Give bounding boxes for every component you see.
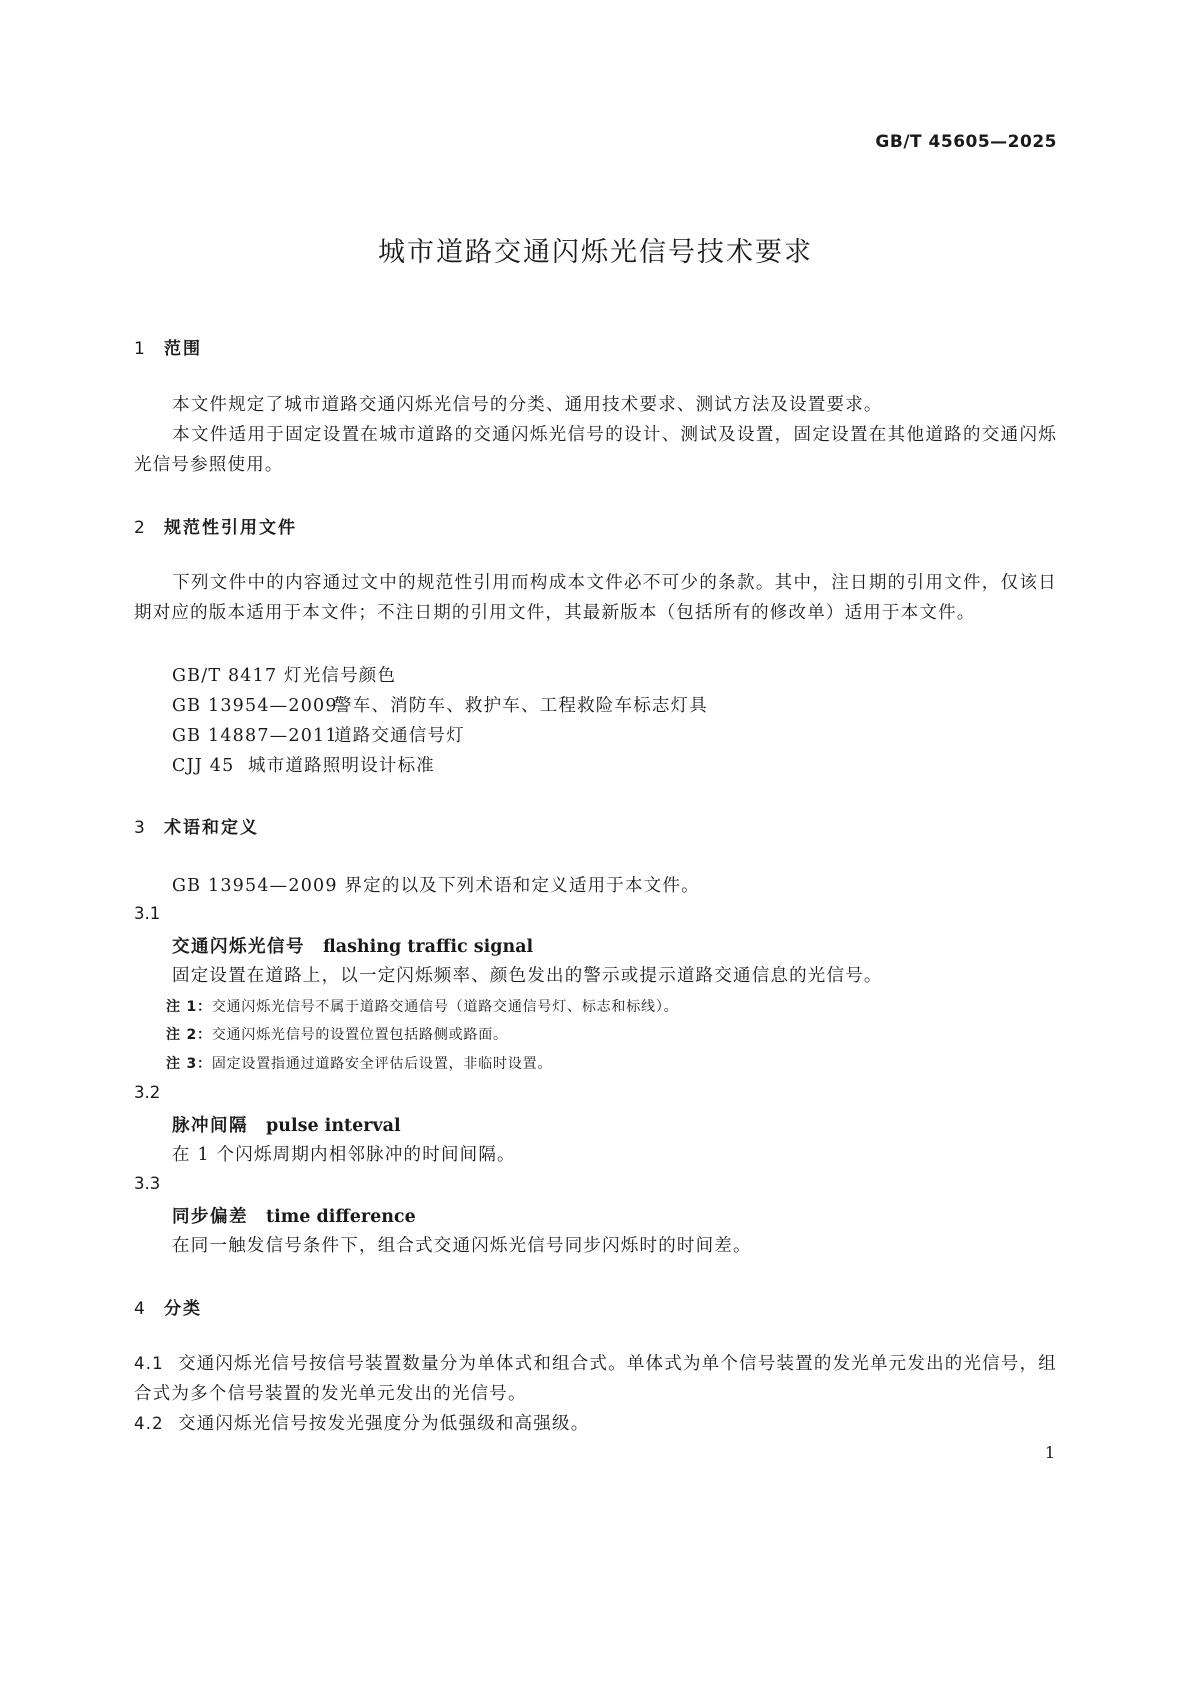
paragraph-text: 本文件适用于固定设置在城市道路的交通闪烁光信号的设计、测试及设置，固定设置在其他道路的交通闪烁光信号参照使用。 bbox=[134, 425, 1057, 475]
section-heading-normative-references bbox=[134, 513, 297, 538]
term-definition: 在 1 个闪烁周期内相邻脉冲的时间间隔。 bbox=[172, 1145, 516, 1165]
clause-paragraph bbox=[134, 1349, 1057, 1409]
term-entry bbox=[172, 1203, 416, 1228]
paragraph-text: 本文件规定了城市道路交通闪烁光信号的分类、通用技术要求、测试方法及设置要求。 bbox=[172, 395, 883, 415]
paragraph bbox=[134, 568, 1057, 628]
terms-intro: GB 13954—2009 界定的以及下列术语和定义适用于本文件。 bbox=[172, 876, 700, 896]
reference-name: 城市道路照明设计标准 bbox=[248, 756, 435, 776]
paragraph bbox=[134, 420, 1057, 480]
standard-number: GB/T 45605—2025 bbox=[875, 132, 1057, 152]
term-entry bbox=[172, 1112, 401, 1137]
reference-name: 灯光信号颜色 bbox=[284, 666, 397, 686]
reference-name: 道路交通信号灯 bbox=[334, 726, 465, 746]
reference-code: CJJ 45 bbox=[172, 756, 235, 776]
section-heading-classification bbox=[134, 1294, 202, 1319]
clause-number: 3.3 bbox=[134, 1174, 161, 1193]
term-zh: 同步偏差 bbox=[172, 1207, 248, 1227]
section-heading-scope bbox=[134, 334, 202, 359]
clause-text: 交通闪烁光信号按信号装置数量分为单体式和组合式。单体式为单个信号装置的发光单元发出的光信号，组合式为多个信号装置的发光单元发出的光信号。 bbox=[134, 1354, 1057, 1404]
section-number: 4 bbox=[134, 1299, 145, 1319]
section-title: 范围 bbox=[164, 339, 202, 359]
note-label: 注 1： bbox=[166, 999, 212, 1015]
paragraph bbox=[134, 390, 1057, 420]
page-number: 1 bbox=[1044, 1443, 1055, 1462]
term-zh: 交通闪烁光信号 bbox=[172, 937, 305, 957]
section-title: 分类 bbox=[164, 1299, 202, 1319]
note bbox=[166, 996, 678, 1016]
section-number: 3 bbox=[134, 818, 145, 838]
reference-item bbox=[172, 662, 396, 687]
section-title: 规范性引用文件 bbox=[164, 518, 297, 538]
reference-item bbox=[172, 722, 465, 747]
reference-code: GB 13954—2009 bbox=[172, 696, 338, 716]
term-en: time difference bbox=[266, 1207, 416, 1227]
clause-number: 4.1 bbox=[134, 1354, 164, 1373]
reference-item bbox=[172, 752, 435, 777]
term-en: flashing traffic signal bbox=[323, 937, 534, 957]
term-definition: 固定设置在道路上，以一定闪烁频率、颜色发出的警示或提示道路交通信息的光信号。 bbox=[172, 966, 883, 986]
note bbox=[166, 1024, 508, 1044]
note-text: 交通闪烁光信号不属于道路交通信号（道路交通信号灯、标志和标线）。 bbox=[211, 999, 679, 1015]
clause-text: 交通闪烁光信号按发光强度分为低强级和高强级。 bbox=[178, 1414, 590, 1434]
reference-code: GB/T 8417 bbox=[172, 666, 278, 686]
term-zh: 脉冲间隔 bbox=[172, 1116, 248, 1136]
document-title: 城市道路交通闪烁光信号技术要求 bbox=[378, 237, 813, 268]
note-text: 固定设置指通过道路安全评估后设置，非临时设置。 bbox=[211, 1056, 553, 1072]
clause-number: 3.1 bbox=[134, 904, 161, 923]
section-heading-terms-and-definitions bbox=[134, 813, 259, 838]
section-number: 2 bbox=[134, 518, 145, 538]
clause-paragraph bbox=[134, 1409, 1057, 1439]
term-definition: 在同一触发信号条件下，组合式交通闪烁光信号同步闪烁时的时间差。 bbox=[172, 1236, 752, 1256]
term-entry bbox=[172, 933, 533, 958]
section-number: 1 bbox=[134, 339, 145, 359]
clause-number: 4.2 bbox=[134, 1414, 164, 1433]
note-label: 注 2： bbox=[166, 1027, 212, 1043]
reference-item bbox=[172, 692, 708, 717]
reference-name: 警车、消防车、救护车、工程救险车标志灯具 bbox=[334, 696, 708, 716]
section-title: 术语和定义 bbox=[164, 818, 259, 838]
note bbox=[166, 1053, 552, 1073]
paragraph-text: 下列文件中的内容通过文中的规范性引用而构成本文件必不可少的条款。其中，注日期的引用文件，仅该日期对应的版本适用于本文件；不注日期的引用文件，其最新版本（包括所有的修改单）适用于本文件。 bbox=[134, 573, 1057, 623]
clause-number: 3.2 bbox=[134, 1083, 161, 1102]
note-label: 注 3： bbox=[166, 1056, 212, 1072]
reference-code: GB 14887—2011 bbox=[172, 726, 338, 746]
term-en: pulse interval bbox=[266, 1116, 401, 1136]
note-text: 交通闪烁光信号的设置位置包括路侧或路面。 bbox=[211, 1027, 508, 1043]
